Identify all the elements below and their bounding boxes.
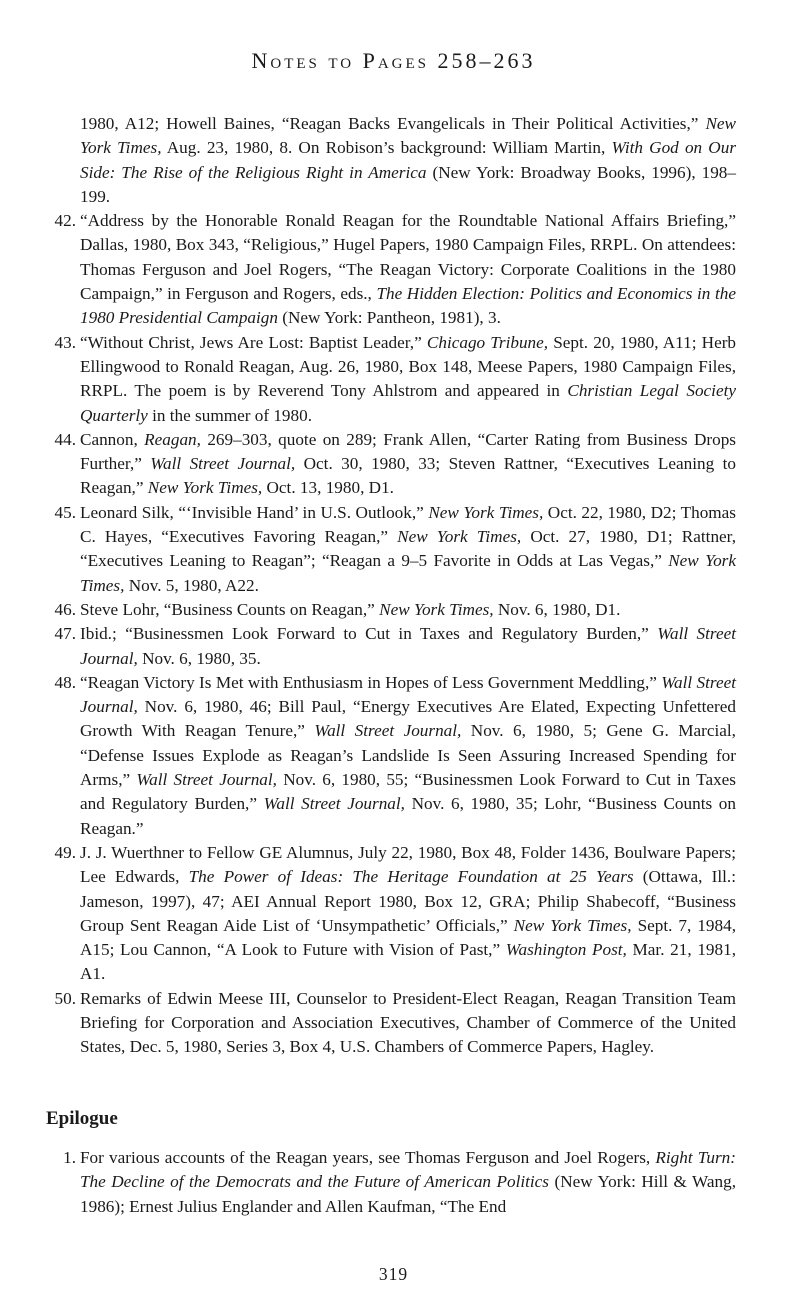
note-text: Oct. 13, 1980, D1. [262,478,394,498]
note-number: 46. [54,599,76,619]
note-text: Remarks of Edwin Meese III, Counselor to President-Elect Reagan, Reagan Transition Team Briefing for Corporation and Association Executives, Chamber of Commerce of the United States, Dec. 5, 1980, Series 3, Box 4, U.S. Chambers of Commerce Papers, Hagley. [80,988,736,1057]
note-text: Cannon, [80,429,145,449]
note-item [46,987,736,1060]
note-text: For various accounts of the Reagan years, see Thomas Ferguson and Joel Rogers, [80,1148,656,1167]
note-title-italic: New York Times, [428,502,544,522]
note-text: Sept. 7, 1984, A15; Lou Cannon, “A Look to Future with Vision of Past,” [80,915,737,960]
note-item [46,209,736,330]
note-number: 44. [54,429,76,449]
note-item [46,501,736,598]
note-text: Nov. 6, 1980, D1. [493,599,621,619]
note-title-italic: New York Times, [379,599,494,619]
section-title: Epilogue [46,1108,118,1129]
note-title-italic: Wall Street Journal, [150,454,296,474]
note-text: Nov. 6, 1980, 5; Gene G. Marcial, “Defense Issues Explode as Reagan’s Landslide Is Seen Assuring Increased Spending for Arms,” [80,721,736,790]
note-text: Mar. 21, 1981, A1. [80,940,736,984]
note-title-italic: New York Times, [80,114,736,158]
note-item [46,841,736,987]
note-title-italic: New York Times, [513,915,632,935]
note-text: Aug. 23, 1980, 8. On Robison’s background: William Martin, [161,138,612,158]
note-text: Oct. 30, 1980, 33; Steven Rattner, “Executives Leaning to Reagan,” [80,454,736,498]
note-number: 42. [54,211,76,231]
notes-list [46,112,736,1060]
note-text: (New York: Hill & Wang, 1986); Ernest Julius Englander and Allen Kaufman, “The End [80,1172,737,1216]
note-text: J. J. Wuerthner to Fellow GE Alumnus, July 22, 1980, Box 48, Folder 1436, Boulware Papers; Lee Edwards, [80,842,736,887]
note-item [46,671,736,841]
note-text: (New York: Broadway Books, 1996), 198–199. [80,162,736,206]
note-text: Oct. 27, 1980, D1; Rattner, “Executives Leaning to Reagan”; “Reagan a 9–5 Favorite in Odds at Las Vegas,” [80,527,736,571]
note-text: 269–303, quote on 289; Frank Allen, “Carter Rating from Business Drops Further,” [80,429,736,474]
note-title-italic: Right Turn: The Decline of the Democrats and the Future of American Politics [80,1148,736,1192]
note-title-italic: The Power of Ideas: The Heritage Foundation at 25 Years [188,867,634,887]
note-text: “Address by the Honorable Ronald Reagan for the Roundtable National Affairs Briefing,” Dallas, 1980, Box 343, “Religious,” Hugel Papers, 1980 Campaign Files, RRPL. On attendees: Thomas Ferguson and Joel Rogers, “The Reagan Victory: Corporate Coalitions in the 1980 Campaign,” in Ferguson and Rogers, eds., [80,211,736,304]
note-text: in the summer of 1980. [147,405,313,425]
note-text: Sept. 20, 1980, A11; Herb Ellingwood to Ronald Reagan, Aug. 26, 1980, Box 148, Meese Papers, 1980 Campaign Files, RRPL. The poem is by Reverend Tony Ahlstrom and appeared in [80,332,737,401]
note-text: “Reagan Victory Is Met with Enthusiasm in Hopes of Less Government Meddling,” [80,672,662,692]
note-number: 1. [63,1148,76,1167]
running-header: Notes to Pages 258–263 [251,48,536,73]
note-title-italic: Chicago Tribune, [426,332,549,352]
note-title-italic: Wall Street Journal, [80,624,737,668]
epilogue-notes-list [46,1146,736,1219]
note-item [46,622,736,671]
note-title-italic: Wall Street Journal, [136,770,277,790]
note-text: 1980, A12; Howell Baines, “Reagan Backs Evangelicals in Their Political Activities,” [80,114,706,133]
note-text: (Ottawa, Ill.: Jameson, 1997), 47; AEI Annual Report 1980, Box 12, GRA; Philip Shabecoff, “Business Group Sent Reagan Aide List of ‘Unsympathetic’ Officials,” [80,867,736,935]
note-text: Steve Lohr, “Business Counts on Reagan,” [80,599,380,619]
note-title-italic: New York Times, [147,478,263,498]
note-text: Nov. 6, 1980, 35. [137,648,261,668]
note-title-italic: Christian Legal Society Quarterly [80,381,736,425]
note-number: 47. [54,624,76,644]
note-text: Nov. 6, 1980, 35; Lohr, “Business Counts on Reagan.” [80,794,736,838]
page-number: 319 [378,1264,409,1284]
note-text: Oct. 22, 1980, D2; Thomas C. Hayes, “Executives Favoring Reagan,” [80,502,736,547]
note-number: 48. [54,672,76,692]
note-title-italic: New York Times, [397,527,522,547]
note-text: Nov. 6, 1980, 46; Bill Paul, “Energy Executives Are Elated, Expecting Unfettered Growth With Reagan Tenure,” [80,697,736,741]
note-item [46,428,736,501]
note-title-italic: Wall Street Journal, [263,794,405,814]
note-title-italic: Reagan, [144,429,201,449]
note-item [46,112,736,209]
note-number: 49. [54,842,76,862]
note-title-italic: Wall Street Journal, [80,672,736,717]
note-text: Nov. 6, 1980, 55; “Businessmen Look Forward to Cut in Taxes and Regulatory Burden,” [80,770,736,814]
note-item [46,1146,736,1219]
note-number: 50. [54,988,76,1008]
note-text: Ibid.; “Businessmen Look Forward to Cut in Taxes and Regulatory Burden,” [80,624,658,644]
note-text: Leonard Silk, “‘Invisible Hand’ in U.S. Outlook,” [80,502,429,522]
note-number: 45. [54,502,76,522]
note-title-italic: Wall Street Journal, [314,721,462,741]
note-title-italic: The Hidden Election: Politics and Economics in the 1980 Presidential Campaign [80,284,736,328]
note-text: “Without Christ, Jews Are Lost: Baptist Leader,” [80,332,427,352]
note-title-italic: Washington Post, [505,940,627,960]
note-title-italic: With God on Our Side: The Rise of the Religious Right in America [80,138,737,182]
note-text: (New York: Pantheon, 1981), 3. [277,308,501,328]
note-item [46,331,736,428]
note-item [46,598,736,622]
note-number: 43. [54,332,76,352]
note-title-italic: New York Times, [80,551,736,595]
note-text: Nov. 5, 1980, A22. [124,575,259,595]
